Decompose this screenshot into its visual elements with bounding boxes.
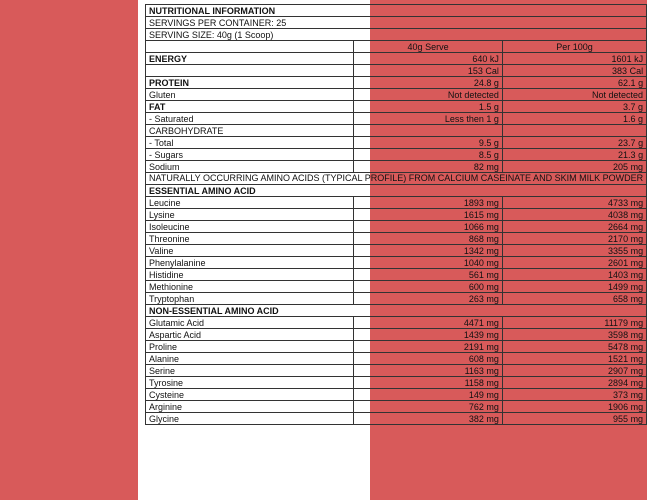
gluten-label: Gluten (146, 89, 354, 101)
non-essential-amino-per100: 11179 mg (502, 317, 646, 329)
energy-cal-blank (146, 65, 354, 77)
non-essential-amino-serve: 1163 mg (354, 365, 503, 377)
essential-amino-per100: 2170 mg (502, 233, 646, 245)
non-essential-amino-row (146, 353, 647, 365)
column-header-row (146, 41, 647, 53)
essential-amino-per100: 4038 mg (502, 209, 646, 221)
carb-total-row (146, 137, 647, 149)
non-essential-amino-serve: 608 mg (354, 353, 503, 365)
saturated-label: - Saturated (146, 113, 354, 125)
carb-sugars-per100: 21.3 g (502, 149, 646, 161)
table-title: NUTRITIONAL INFORMATION (146, 5, 647, 17)
non-essential-amino-per100: 2907 mg (502, 365, 646, 377)
serving-size: SERVING SIZE: 40g (1 Scoop) (146, 29, 647, 41)
nutrition-table (145, 4, 647, 425)
non-essential-amino-row (146, 317, 647, 329)
carb-total-serve: 9.5 g (354, 137, 503, 149)
non-essential-amino-row (146, 377, 647, 389)
sodium-serve: 82 mg (354, 161, 503, 173)
essential-amino-serve: 1615 mg (354, 209, 503, 221)
non-essential-amino-name: Serine (146, 365, 354, 377)
non-essential-amino-name: Alanine (146, 353, 354, 365)
non-essential-amino-name: Glycine (146, 413, 354, 425)
carb-sugars-row (146, 149, 647, 161)
sodium-per100: 205 mg (502, 161, 646, 173)
essential-amino-row (146, 209, 647, 221)
non-essential-amino-per100: 1521 mg (502, 353, 646, 365)
carbohydrate-blank-per100 (502, 125, 646, 137)
non-essential-amino-serve: 1439 mg (354, 329, 503, 341)
non-essential-amino-per100: 2894 mg (502, 377, 646, 389)
protein-per100: 62.1 g (502, 77, 646, 89)
essential-heading: ESSENTIAL AMINO ACID (146, 185, 647, 197)
energy-label: ENERGY (146, 53, 354, 65)
essential-amino-serve: 868 mg (354, 233, 503, 245)
essential-amino-name: Histidine (146, 269, 354, 281)
non-essential-amino-serve: 1158 mg (354, 377, 503, 389)
gluten-row (146, 89, 647, 101)
essential-amino-serve: 600 mg (354, 281, 503, 293)
non-essential-amino-row (146, 329, 647, 341)
non-essential-amino-name: Cysteine (146, 389, 354, 401)
non-essential-amino-name: Tyrosine (146, 377, 354, 389)
energy-kj-serve: 640 kJ (354, 53, 503, 65)
gluten-per100: Not detected (502, 89, 646, 101)
sodium-label: Sodium (146, 161, 354, 173)
sodium-row (146, 161, 647, 173)
non-essential-amino-row (146, 389, 647, 401)
energy-kj-row (146, 53, 647, 65)
essential-amino-row (146, 245, 647, 257)
fat-serve: 1.5 g (354, 101, 503, 113)
non-essential-amino-row (146, 413, 647, 425)
non-essential-amino-row (146, 401, 647, 413)
essential-amino-name: Isoleucine (146, 221, 354, 233)
amino-note-row (146, 173, 647, 185)
essential-amino-row (146, 293, 647, 305)
essential-amino-serve: 1342 mg (354, 245, 503, 257)
essential-amino-per100: 2601 mg (502, 257, 646, 269)
carbohydrate-row (146, 125, 647, 137)
non-essential-amino-name: Proline (146, 341, 354, 353)
essential-amino-name: Methionine (146, 281, 354, 293)
protein-serve: 24.8 g (354, 77, 503, 89)
non-essential-amino-per100: 1906 mg (502, 401, 646, 413)
amino-note: NATURALLY OCCURRING AMINO ACIDS (TYPICAL PROFILE) FROM CALCIUM CASEINATE AND SKIM MILK POWDER (146, 173, 647, 185)
non-essential-amino-per100: 955 mg (502, 413, 646, 425)
non-essential-amino-serve: 4471 mg (354, 317, 503, 329)
essential-amino-serve: 1893 mg (354, 197, 503, 209)
servings-row (146, 17, 647, 29)
essential-amino-per100: 658 mg (502, 293, 646, 305)
saturated-row (146, 113, 647, 125)
energy-cal-row (146, 65, 647, 77)
title-row (146, 5, 647, 17)
non-essential-amino-row (146, 365, 647, 377)
essential-amino-serve: 1040 mg (354, 257, 503, 269)
non-essential-heading: NON-ESSENTIAL AMINO ACID (146, 305, 647, 317)
non-essential-amino-name: Arginine (146, 401, 354, 413)
essential-heading-row (146, 185, 647, 197)
saturated-per100: 1.6 g (502, 113, 646, 125)
servings-per-container: SERVINGS PER CONTAINER: 25 (146, 17, 647, 29)
non-essential-amino-serve: 382 mg (354, 413, 503, 425)
essential-amino-name: Lysine (146, 209, 354, 221)
energy-kj-per100: 1601 kJ (502, 53, 646, 65)
non-essential-amino-serve: 149 mg (354, 389, 503, 401)
saturated-serve: Less then 1 g (354, 113, 503, 125)
non-essential-amino-name: Aspartic Acid (146, 329, 354, 341)
carb-sugars-label: - Sugars (146, 149, 354, 161)
carb-total-per100: 23.7 g (502, 137, 646, 149)
non-essential-amino-row (146, 341, 647, 353)
protein-label: PROTEIN (146, 77, 354, 89)
essential-amino-name: Valine (146, 245, 354, 257)
essential-amino-row (146, 269, 647, 281)
non-essential-amino-serve: 762 mg (354, 401, 503, 413)
col-header-serve: 40g Serve (354, 41, 503, 53)
essential-amino-name: Phenylalanine (146, 257, 354, 269)
non-essential-amino-per100: 3598 mg (502, 329, 646, 341)
essential-amino-row (146, 221, 647, 233)
protein-row (146, 77, 647, 89)
gluten-serve: Not detected (354, 89, 503, 101)
essential-amino-serve: 1066 mg (354, 221, 503, 233)
carbohydrate-label: CARBOHYDRATE (146, 125, 354, 137)
serving-size-row (146, 29, 647, 41)
carb-total-label: - Total (146, 137, 354, 149)
essential-amino-per100: 1403 mg (502, 269, 646, 281)
blank-header (146, 41, 354, 53)
essential-amino-name: Leucine (146, 197, 354, 209)
col-header-per100: Per 100g (502, 41, 646, 53)
non-essential-amino-per100: 5478 mg (502, 341, 646, 353)
essential-amino-row (146, 197, 647, 209)
essential-amino-name: Tryptophan (146, 293, 354, 305)
essential-amino-row (146, 281, 647, 293)
energy-cal-serve: 153 Cal (354, 65, 503, 77)
carb-sugars-serve: 8.5 g (354, 149, 503, 161)
essential-amino-serve: 263 mg (354, 293, 503, 305)
fat-label: FAT (146, 101, 354, 113)
non-essential-amino-name: Glutamic Acid (146, 317, 354, 329)
carbohydrate-blank-serve (354, 125, 503, 137)
energy-cal-per100: 383 Cal (502, 65, 646, 77)
essential-amino-row (146, 233, 647, 245)
essential-amino-per100: 4733 mg (502, 197, 646, 209)
fat-row (146, 101, 647, 113)
non-essential-amino-per100: 373 mg (502, 389, 646, 401)
essential-amino-per100: 1499 mg (502, 281, 646, 293)
essential-amino-row (146, 257, 647, 269)
essential-amino-per100: 3355 mg (502, 245, 646, 257)
essential-amino-serve: 561 mg (354, 269, 503, 281)
non-essential-heading-row (146, 305, 647, 317)
essential-amino-per100: 2664 mg (502, 221, 646, 233)
non-essential-amino-serve: 2191 mg (354, 341, 503, 353)
essential-amino-name: Threonine (146, 233, 354, 245)
fat-per100: 3.7 g (502, 101, 646, 113)
